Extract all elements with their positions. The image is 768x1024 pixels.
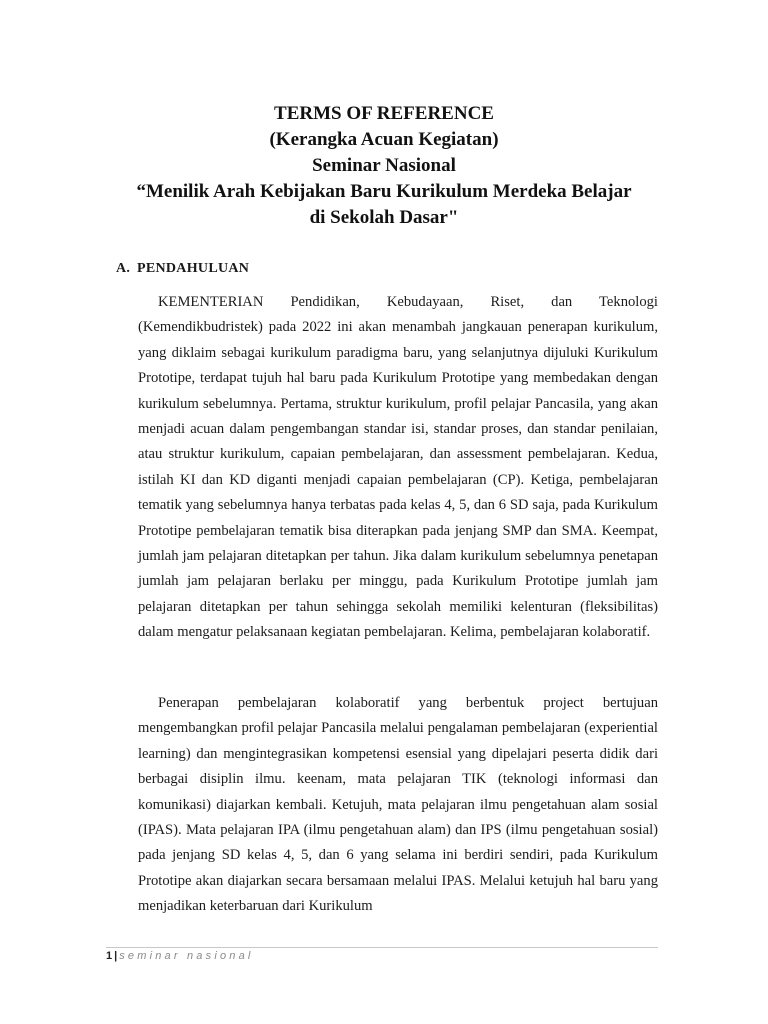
page-number: 1 bbox=[106, 950, 113, 962]
subtitle-line: (Kerangka Acuan Kegiatan) bbox=[269, 129, 499, 150]
theme-line-1: “Menilik Arah Kebijakan Baru Kurikulum Merdeka Belajar bbox=[136, 181, 632, 202]
paragraph: KEMENTERIAN Pendidikan, Kebudayaan, Riset, dan Teknologi (Kemendikbudristek) pada 2022 ini akan menambah jangkauan penerapan kurikulum, yang diklaim sebagai kurikulum paradigma baru, yang selanjutnya dijuluki Kurikulum Prototipe, terdapat tujuh hal baru pada Kurikulum Prototipe yang membedakan dengan kurikulum sebelumnya. Pertama, struktur kurikulum, profil pelajar Pancasila, yang akan menjadi acuan dalam pengembangan standar isi, standar proses, dan standar penilaian, atau struktur kurikulum, capaian pembelajaran, dan assessment pembelajaran. Kedua, istilah KI dan KD diganti menjadi capaian pembelajaran (CP). Ketiga, pembelajaran tematik yang sebelumnya hanya terbatas pada kelas 4, 5, dan 6 SD saja, pada Kurikulum Prototipe pembelajaran tematik bisa diterapkan pada jenjang SMP dan SMA. Keempat, jumlah jam pelajaran ditetapkan per tahun. Jika dalam kurikulum sebelumnya penetapan jumlah jam pelajaran berlaku per minggu, pada Kurikulum Prototipe jumlah jam pelajaran ditetapkan per tahun sehingga sekolah memiliki kelenturan (fleksibilitas) dalam mengatur pelaksanaan kegiatan pembelajaran. Kelima, pembelajaran kolaboratif. bbox=[138, 294, 658, 641]
event-name-line: Seminar Nasional bbox=[312, 155, 456, 176]
body-paragraph-block-2 bbox=[138, 691, 658, 920]
paragraph: Penerapan pembelajaran kolaboratif yang berbentuk project bertujuan mengembangkan profil pelajar Pancasila melalui pengalaman pembelajaran (experiential learning) dan mengintegrasikan kompetensi esensial yang dipelajari peserta didik dari berbagai disiplin ilmu. keenam, mata pelajaran TIK (teknologi informasi dan komunikasi) diajarkan kembali. Ketujuh, mata pelajaran ilmu pengetahuan alam sosial (IPAS). Mata pelajaran IPA (ilmu pengetahuan alam) dan IPS (ilmu pengetahuan sosial) pada jenjang SD kelas 4, 5, dan 6 yang selama ini berdiri sendiri, pada Kurikulum Prototipe akan diajarkan secara bersamaan melalui IPAS. Melalui ketujuh hal baru yang menjadikan keterbaruan dari Kurikulum bbox=[138, 695, 658, 915]
footer-divider bbox=[106, 947, 658, 948]
footer-separator: | bbox=[114, 950, 118, 962]
section-letter: A. bbox=[116, 261, 131, 276]
body-paragraph-block-1 bbox=[138, 290, 658, 646]
section-heading bbox=[116, 261, 249, 277]
theme-line-2: di Sekolah Dasar" bbox=[309, 207, 459, 228]
document-title bbox=[100, 101, 668, 231]
section-title: PENDAHULUAN bbox=[137, 261, 250, 276]
page-footer bbox=[106, 950, 254, 962]
title-line: TERMS OF REFERENCE bbox=[274, 103, 494, 124]
running-title: seminar nasional bbox=[119, 950, 254, 962]
